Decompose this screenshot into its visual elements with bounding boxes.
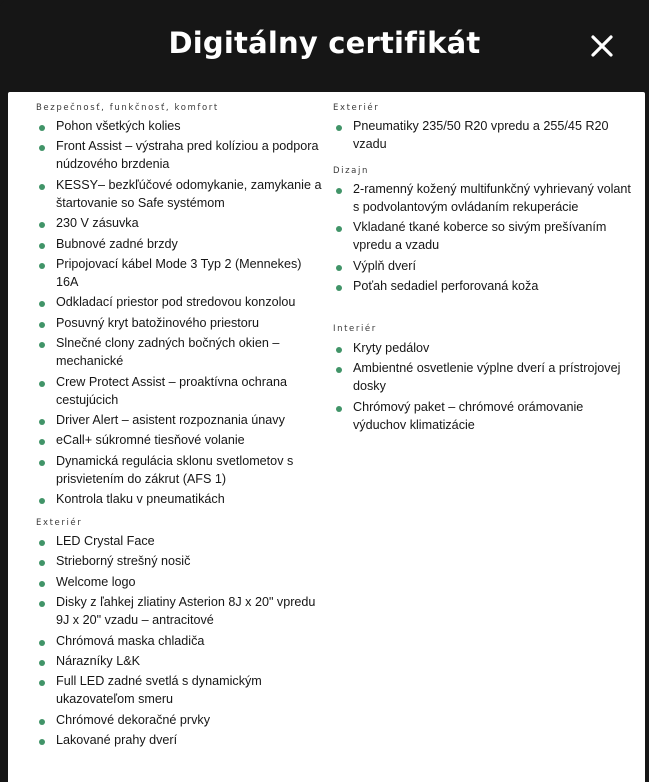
- bullet-dot-icon: [336, 188, 342, 194]
- bullet-dot-icon: [39, 322, 45, 328]
- feature-item-label: Slnečné clony zadných bočných okien – mechanické: [56, 336, 280, 369]
- feature-list-bezpecnost-funkcnost-komfort: [36, 117, 326, 510]
- feature-list-exterier: [333, 117, 633, 155]
- feature-item-label: Front Assist – výstraha pred kolíziou a podpora núdzového brzdenia: [56, 139, 319, 172]
- feature-item: [36, 632, 326, 650]
- bullet-dot-icon: [39, 263, 45, 269]
- feature-item: [36, 652, 326, 670]
- feature-item: [36, 293, 326, 311]
- feature-item-label: Poťah sedadiel perforovaná koža: [353, 279, 539, 294]
- feature-item-label: 230 V zásuvka: [56, 216, 139, 231]
- modal-title: Digitálny certifikát: [168, 26, 481, 60]
- feature-item: [36, 314, 326, 332]
- feature-item: [333, 218, 633, 254]
- feature-item-label: Dynamická regulácia sklonu svetlometov s prisvietením do zákrut (AFS 1): [56, 453, 294, 486]
- feature-item: [333, 398, 633, 434]
- section-heading-bezpecnost-funkcnost-komfort: Bezpečnosť, funkčnosť, komfort: [36, 103, 219, 113]
- feature-item-label: Lakované prahy dverí: [56, 733, 178, 748]
- feature-list-exterier: [36, 532, 326, 752]
- bullet-dot-icon: [336, 125, 342, 131]
- close-icon: [586, 30, 618, 62]
- feature-item-label: Pneumatiky 235/50 R20 vpredu a 255/45 R20 vzadu: [353, 119, 609, 151]
- bullet-dot-icon: [39, 243, 45, 249]
- feature-item: [36, 593, 326, 629]
- feature-item: [36, 552, 326, 570]
- feature-item-label: Disky z ľahkej zliatiny Asterion 8J x 20" vpredu 9J x 20" vzadu – antracitové: [56, 595, 316, 628]
- modal-header: [0, 0, 649, 92]
- feature-item-label: Kryty pedálov: [353, 341, 430, 355]
- feature-item-label: Chrómové dekoračné prvky: [56, 712, 210, 727]
- bullet-dot-icon: [39, 581, 45, 587]
- feature-item: [36, 452, 326, 488]
- feature-item: [36, 490, 326, 508]
- feature-item: [36, 532, 326, 550]
- feature-item-label: Pripojovací kábel Mode 3 Typ 2 (Mennekes) 16A: [56, 256, 302, 289]
- section-heading-exterier: Exteriér: [333, 103, 380, 113]
- feature-item: [333, 277, 633, 295]
- bullet-dot-icon: [336, 285, 342, 291]
- feature-item-label: Chrómový paket – chrómové orámovanie výduchov klimatizácie: [353, 399, 584, 432]
- bullet-dot-icon: [336, 347, 342, 353]
- feature-item-label: Vkladané tkané koberce so sivým prešívaním vpredu a vzadu: [353, 220, 607, 253]
- feature-item-label: KESSY– bezkľúčové odomykanie, zamykanie a štartovanie so Safe systémom: [56, 177, 322, 210]
- feature-item: [36, 334, 326, 370]
- bullet-dot-icon: [39, 680, 45, 686]
- feature-item-label: Ambientné osvetlenie výplne dverí a prístrojovej dosky: [353, 361, 621, 394]
- feature-item-label: Pohon všetkých kolies: [56, 119, 181, 133]
- feature-item-label: Chrómová maska chladiča: [56, 633, 205, 648]
- feature-item: [36, 235, 326, 253]
- bullet-dot-icon: [39, 184, 45, 190]
- feature-item: [333, 180, 633, 216]
- bullet-dot-icon: [39, 640, 45, 646]
- bullet-dot-icon: [39, 301, 45, 307]
- feature-item: [36, 731, 326, 749]
- bullet-dot-icon: [39, 381, 45, 387]
- bullet-dot-icon: [336, 367, 342, 373]
- feature-list-interier: [333, 339, 633, 436]
- bullet-dot-icon: [39, 419, 45, 425]
- feature-item-label: Strieborný strešný nosič: [56, 554, 191, 569]
- feature-item: [36, 214, 326, 232]
- bullet-dot-icon: [39, 560, 45, 566]
- feature-item-label: Výplň dverí: [353, 258, 416, 273]
- section-heading-dizajn: Dizajn: [333, 166, 369, 176]
- bullet-dot-icon: [39, 498, 45, 504]
- feature-item: [333, 257, 633, 275]
- feature-item: [333, 359, 633, 395]
- bullet-dot-icon: [336, 226, 342, 232]
- bullet-dot-icon: [39, 222, 45, 228]
- bullet-dot-icon: [39, 540, 45, 546]
- feature-item: [36, 672, 326, 708]
- feature-item: [36, 255, 326, 291]
- feature-item: [36, 176, 326, 212]
- feature-item: [333, 117, 633, 153]
- bullet-dot-icon: [39, 145, 45, 151]
- bullet-dot-icon: [39, 739, 45, 745]
- bullet-dot-icon: [39, 342, 45, 348]
- feature-item-label: LED Crystal Face: [56, 534, 155, 548]
- close-button[interactable]: [586, 30, 618, 62]
- feature-item-label: Odkladací priestor pod stredovou konzolou: [56, 295, 296, 310]
- feature-item-label: Full LED zadné svetlá s dynamickým ukazovateľom smeru: [56, 674, 262, 707]
- feature-item: [36, 573, 326, 591]
- certificate-sheet: [8, 92, 645, 782]
- bullet-dot-icon: [336, 406, 342, 412]
- feature-item-label: 2-ramenný kožený multifunkčný vyhrievaný volant s podvolantovým ovládaním rekuperácie: [353, 182, 631, 214]
- feature-item-label: eCall+ súkromné tiesňové volanie: [56, 433, 245, 448]
- bullet-dot-icon: [39, 719, 45, 725]
- feature-item-label: Nárazníky L&K: [56, 653, 140, 668]
- feature-item-label: Driver Alert – asistent rozpoznania únavy: [56, 412, 285, 427]
- feature-item: [36, 117, 326, 135]
- feature-item: [36, 431, 326, 449]
- feature-item-label: Kontrola tlaku v pneumatikách: [56, 492, 225, 507]
- bullet-dot-icon: [39, 439, 45, 445]
- feature-item: [36, 711, 326, 729]
- feature-item: [333, 339, 633, 357]
- feature-item-label: Bubnové zadné brzdy: [56, 236, 178, 251]
- feature-item-label: Welcome logo: [56, 574, 136, 589]
- bullet-dot-icon: [336, 265, 342, 271]
- bullet-dot-icon: [39, 601, 45, 607]
- feature-list-dizajn: [333, 180, 633, 298]
- bullet-dot-icon: [39, 660, 45, 666]
- section-heading-interier: Interiér: [333, 324, 377, 334]
- feature-item: [36, 137, 326, 173]
- feature-item: [36, 411, 326, 429]
- feature-item: [36, 373, 326, 409]
- section-heading-exterier: Exteriér: [36, 518, 83, 528]
- feature-item-label: Crew Protect Assist – proaktívna ochrana cestujúcich: [56, 374, 287, 407]
- feature-item-label: Posuvný kryt batožinového priestoru: [56, 315, 260, 330]
- bullet-dot-icon: [39, 125, 45, 131]
- bullet-dot-icon: [39, 460, 45, 466]
